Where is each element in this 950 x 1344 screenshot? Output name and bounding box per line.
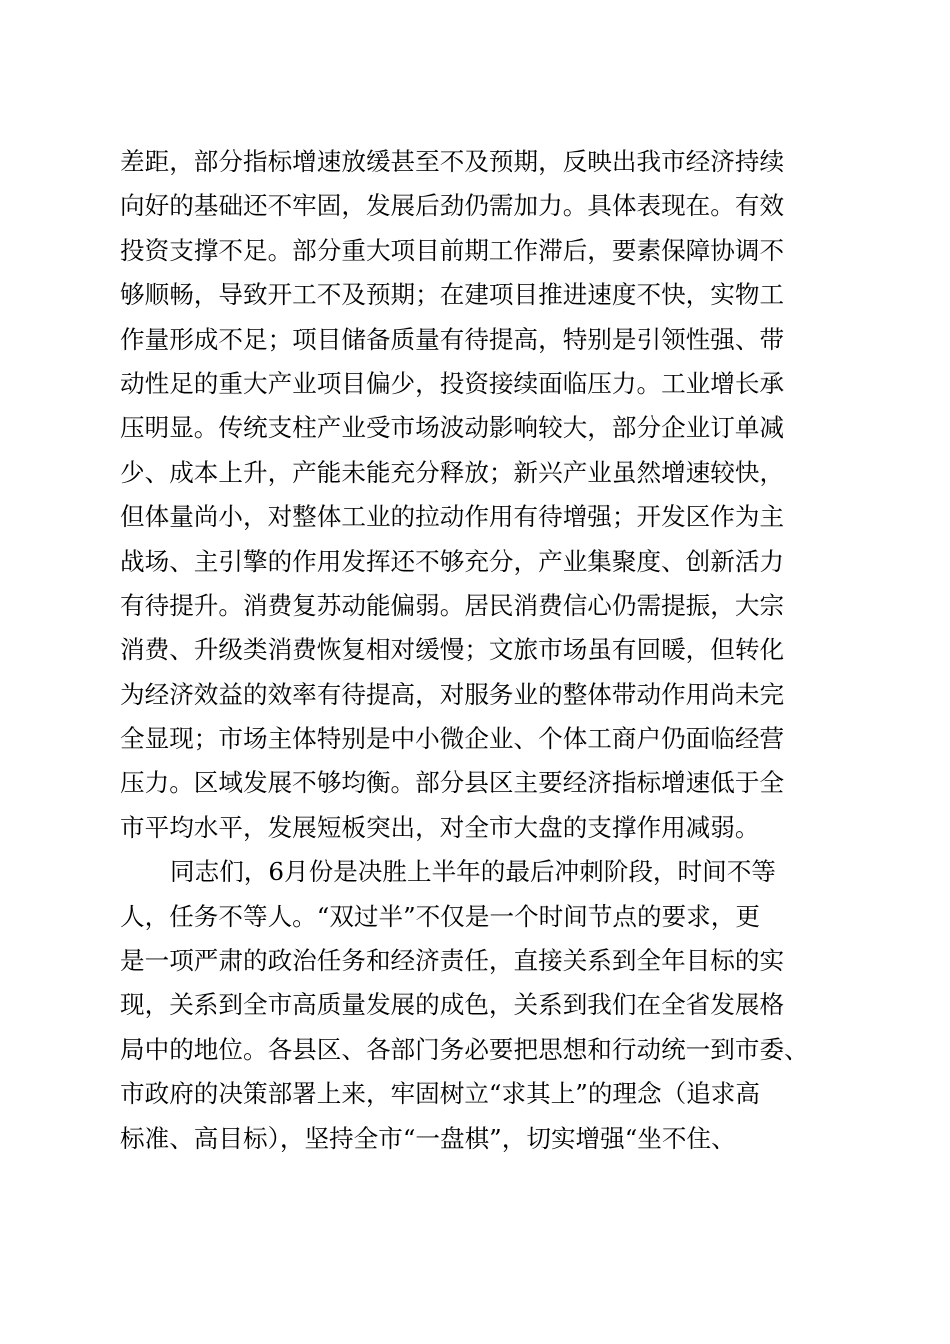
text-line: 作量形成不足；项目储备质量有待提高，特别是引领性强、带	[120, 324, 785, 354]
text-line: 现，关系到全市高质量发展的成色，关系到我们在全省发展格	[120, 990, 785, 1020]
document-body	[120, 140, 840, 1161]
text-line: 同志们，6月份是决胜上半年的最后冲刺阶段，时间不等	[170, 857, 776, 887]
paragraph-1	[120, 140, 840, 850]
text-line: 为经济效益的效率有待提高，对服务业的整体带动作用尚未完	[120, 679, 785, 709]
text-line: 人，任务不等人。“双过半”不仅是一个时间节点的要求，更	[120, 901, 760, 931]
text-line: 市政府的决策部署上来，牢固树立“求其上”的理念（追求高	[120, 1079, 760, 1109]
text-line: 向好的基础还不牢固，发展后劲仍需加力。具体表现在。有效	[120, 191, 785, 221]
paragraph-2	[120, 850, 840, 1161]
text-line: 压明显。传统支柱产业受市场波动影响较大，部分企业订单减	[120, 413, 785, 443]
text-line: 战场、主引擎的作用发挥还不够充分，产业集聚度、创新活力	[120, 546, 785, 576]
text-line: 局中的地位。各县区、各部门务必要把思想和行动统一到市委、	[120, 1034, 809, 1064]
text-line: 是一项严肃的政治任务和经济责任，直接关系到全年目标的实	[120, 946, 785, 976]
text-line: 少、成本上升，产能未能充分释放；新兴产业虽然增速较快，	[120, 457, 785, 487]
text-line: 有待提升。消费复苏动能偏弱。居民消费信心仍需提振，大宗	[120, 590, 785, 620]
text-line: 差距，部分指标增速放缓甚至不及预期，反映出我市经济持续	[120, 147, 785, 176]
text-line: 压力。区域发展不够均衡。部分县区主要经济指标增速低于全	[120, 768, 785, 798]
text-line: 动性足的重大产业项目偏少，投资接续面临压力。工业增长承	[120, 368, 785, 398]
text-line: 消费、升级类消费恢复相对缓慢；文旅市场虽有回暖，但转化	[120, 635, 785, 665]
text-line: 够顺畅，导致开工不及预期；在建项目推进速度不快，实物工	[120, 280, 785, 310]
text-line: 市平均水平，发展短板突出，对全市大盘的支撑作用减弱。	[120, 812, 760, 842]
text-line: 但体量尚小，对整体工业的拉动作用有待增强；开发区作为主	[120, 502, 785, 532]
text-line: 全显现；市场主体特别是中小微企业、个体工商户仍面临经营	[120, 724, 785, 754]
text-line: 投资支撑不足。部分重大项目前期工作滞后，要素保障协调不	[120, 235, 785, 265]
text-line: 标准、高目标），坚持全市“一盘棋”，切实增强“坐不住、	[120, 1123, 736, 1153]
